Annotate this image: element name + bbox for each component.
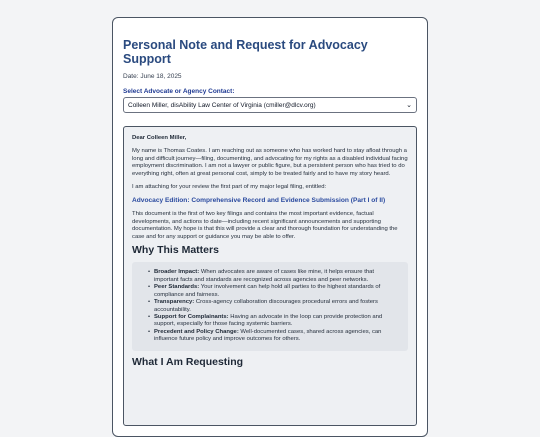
list-item-term: Support for Complainants:	[154, 313, 229, 320]
list-item: • Peer Standards: Your involvement can help hold all parties to the highest standards of compliance and fairness.	[148, 284, 381, 298]
page-title: Personal Note and Request for Advocacy Support	[123, 38, 368, 66]
main-card	[112, 17, 428, 437]
list-item-term: Precedent and Policy Change:	[154, 328, 239, 335]
letter-greeting: Dear Colleen Miller,	[132, 135, 187, 141]
list-item-term: Transparency:	[154, 299, 195, 306]
chevron-down-icon: ⌄	[406, 102, 412, 109]
list-item: • Transparency: Cross-agency collaboration discourages procedural errors and fosters accountability.	[148, 299, 378, 313]
why-heading: Why This Matters	[132, 244, 219, 257]
filing-title: Advocacy Edition: Comprehensive Record and Evidence Submission (Part I of II)	[132, 197, 386, 205]
letter-intro: My name is Thomas Coates. I am reaching out as someone who has worked hard to stay afloat through a long and difficult journey—filing, documenting, and advocating for my rights as a disabled individual facing employment discrimination. I am not a lawyer or public figure, but a persistent person who has tried to do everything right, often at great personal cost, simply to be treated fairly and to have my story heard.	[132, 148, 408, 177]
filing-description: This document is the first of two key filings and contains the most important evidence, factual developments, and actions to date—including recent significant announcements and supporting documentation. My hope is that this will provide a clear and thorough foundation for understanding the case and for any support or guidance you may be able to offer.	[132, 211, 398, 240]
list-item: • Broader Impact: When advocates are aware of cases like mine, it helps ensure that important facts and standards are recognized across agencies and peer networks.	[148, 269, 375, 283]
list-item-text: Your involvement can help hold all parties to the highest standards of compliance and fairness.	[154, 284, 381, 298]
list-item-text: Having an advocate in the loop can provide protection and support, especially for those facing systemic barriers.	[154, 313, 383, 328]
list-item-text: Cross-agency collaboration discourages procedural errors and fosters accountability.	[154, 299, 378, 313]
contact-select[interactable]	[123, 97, 417, 113]
list-item: • Precedent and Policy Change: Well-documented cases, shared across agencies, can influence future policy and improve outcomes for others.	[148, 328, 382, 343]
list-item-term: Peer Standards:	[154, 284, 200, 291]
letter-attaching: I am attaching for your review the first part of my major legal filing, entitled:	[132, 184, 327, 191]
requesting-heading: What I Am Requesting	[132, 355, 244, 368]
contact-select-label: Select Advocate or Agency Contact:	[123, 88, 235, 95]
list-item-text: When advocates are aware of cases like mine, it helps ensure that important facts and standards are recognized across agencies and peer networks.	[154, 269, 375, 283]
list-item: • Support for Complainants: Having an advocate in the loop can provide protection and support, especially for those facing systemic barriers.	[148, 313, 383, 328]
date-line: Date: June 18, 2025	[123, 73, 182, 80]
letter-preview	[123, 126, 417, 426]
why-list-box	[132, 262, 408, 350]
list-item-text: Well-documented cases, shared across agencies, can influence future policy and improve outcomes for others.	[154, 328, 382, 343]
contact-select-value: Colleen Miller, disAbility Law Center of Virginia (cmiller@dlcv.org)	[128, 101, 316, 109]
why-list	[148, 269, 400, 343]
list-item-term: Broader Impact:	[154, 269, 200, 276]
